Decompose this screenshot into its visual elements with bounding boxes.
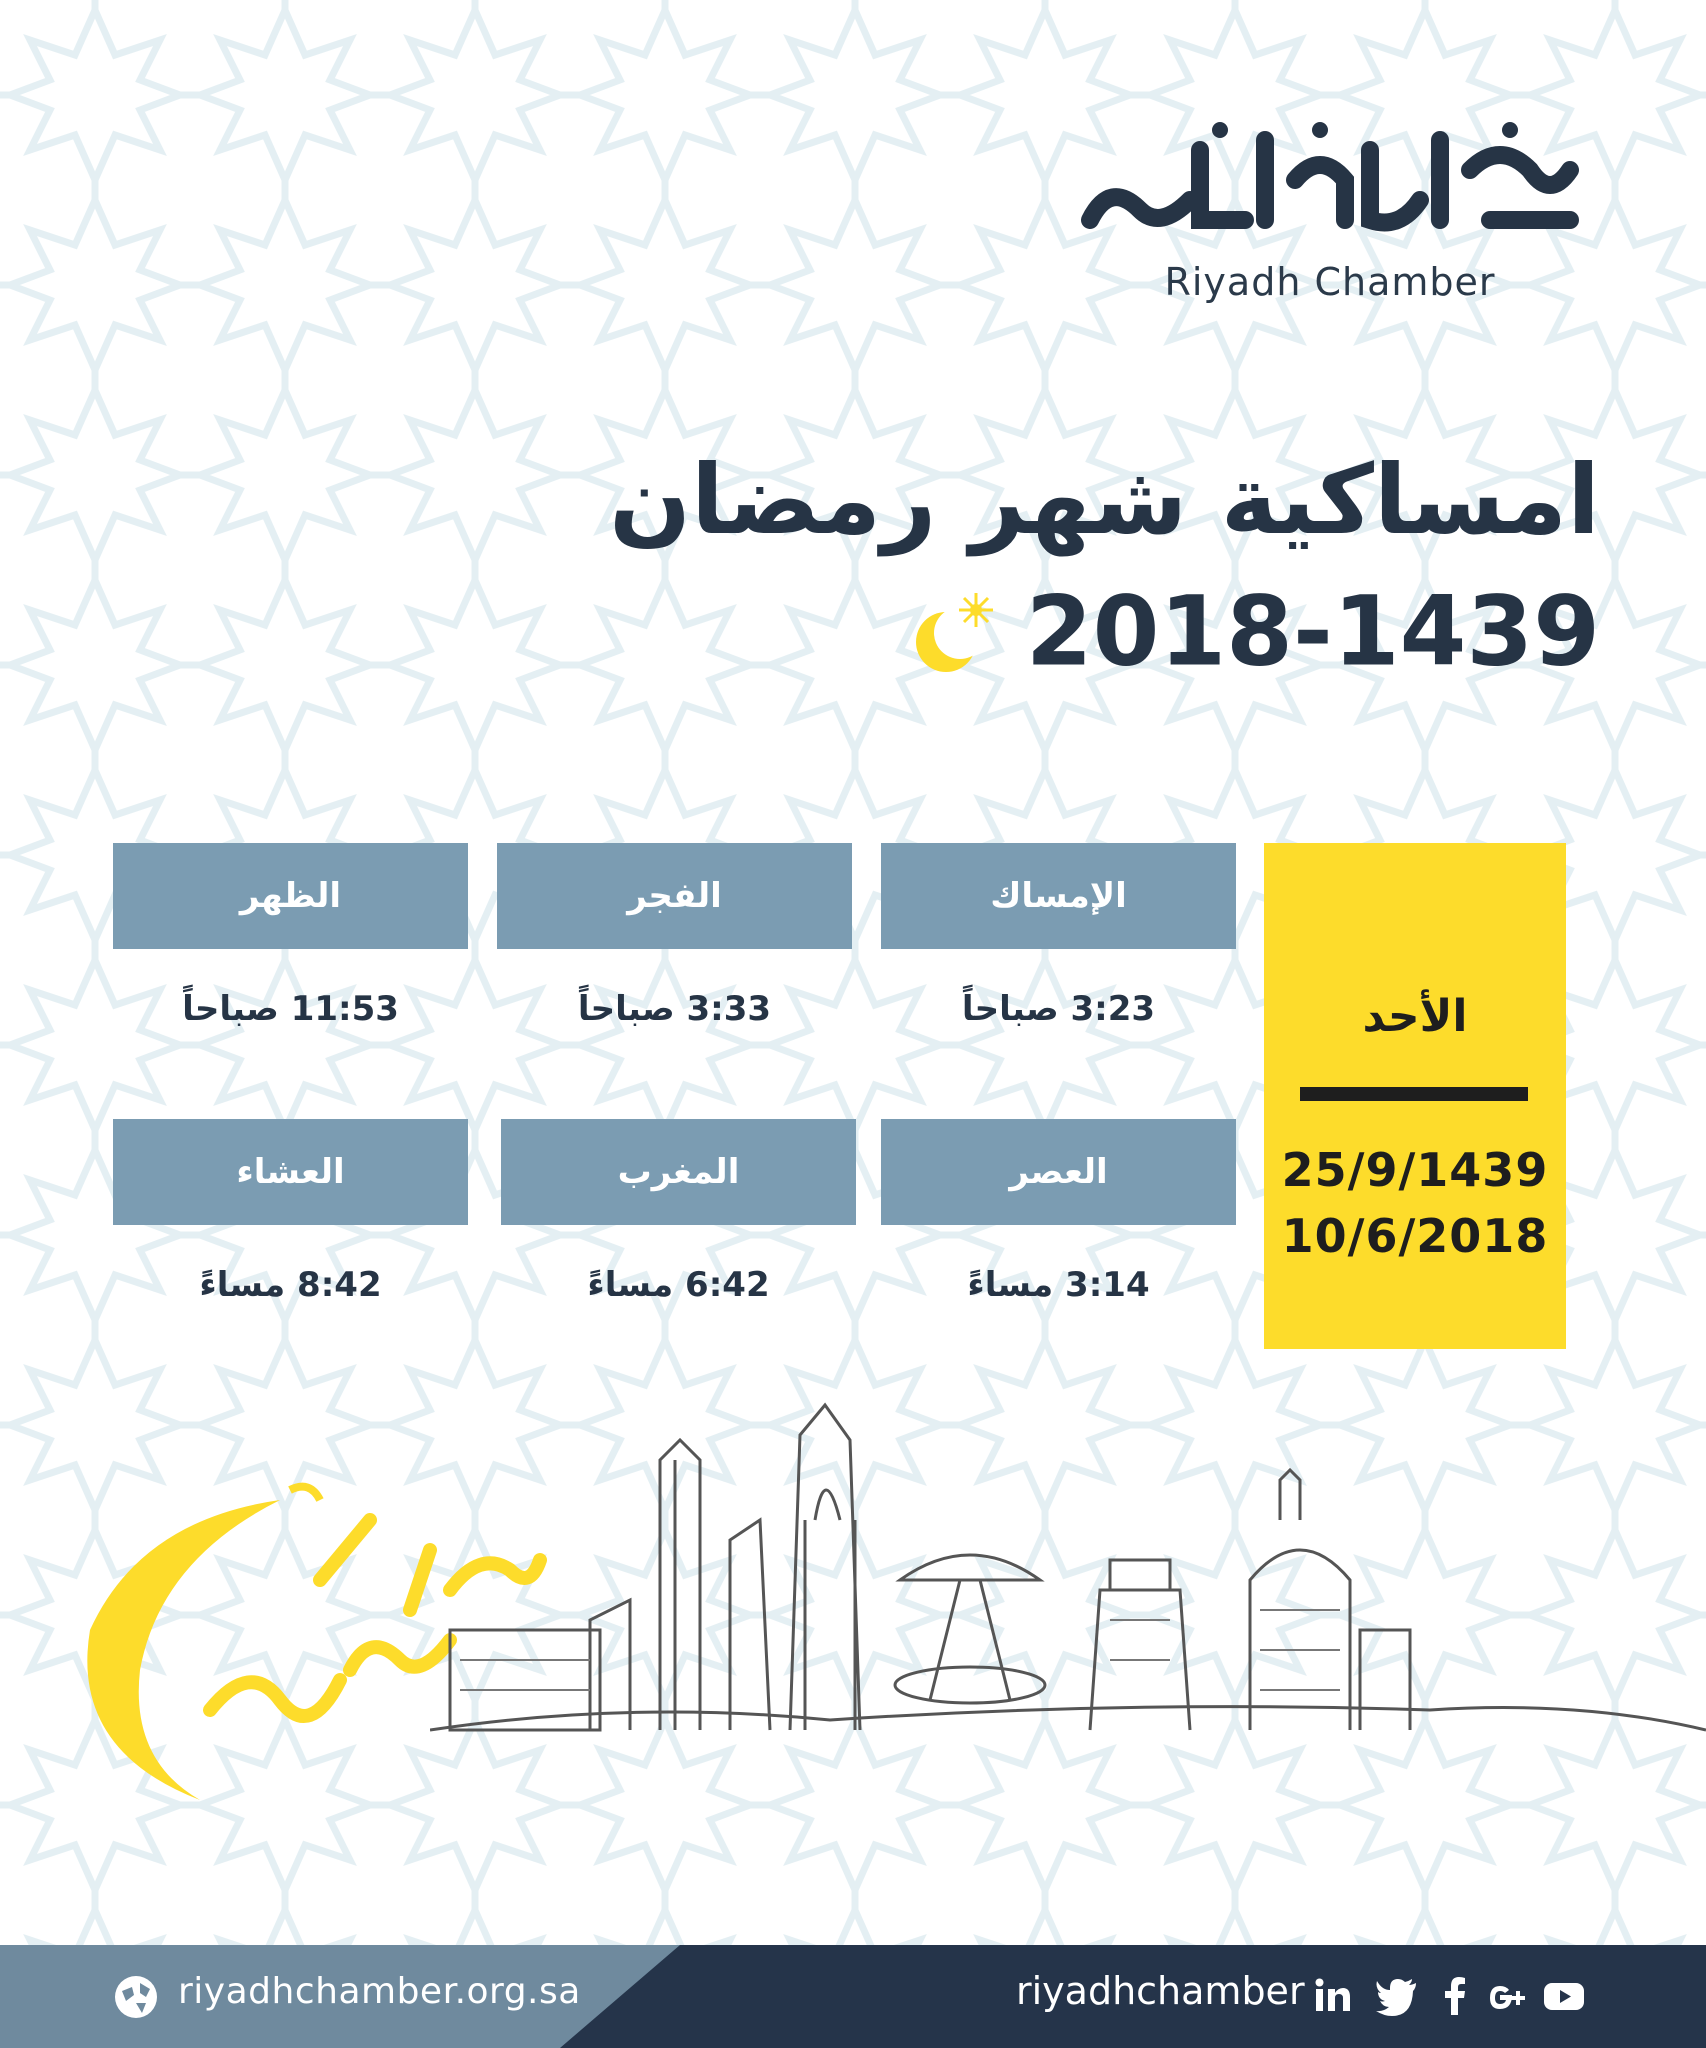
- prayer-imsak: [881, 843, 1236, 1029]
- prayer-label: الإمساك: [881, 843, 1236, 949]
- footer: [0, 1945, 1706, 2048]
- prayer-time: 3:23 صباحاً: [961, 989, 1156, 1029]
- website-link[interactable]: riyadhchamber.org.sa: [178, 1971, 581, 2012]
- prayer-time: 3:33 صباحاً: [577, 989, 772, 1029]
- day-divider: [1300, 1087, 1528, 1101]
- title-line-2: [560, 565, 1600, 692]
- riyadh-chamber-logo: [1060, 110, 1600, 330]
- hijri-date: 25/9/1439: [1281, 1143, 1549, 1197]
- day-card: [1264, 843, 1566, 1349]
- social-handle[interactable]: riyadhchamber: [1016, 1969, 1305, 2013]
- logo-wordmark-icon: [1070, 110, 1590, 250]
- prayer-time: 6:42 مساءً: [587, 1265, 770, 1305]
- facebook-icon[interactable]: [1432, 1973, 1478, 2019]
- prayer-time: 3:14 مساءً: [967, 1265, 1150, 1305]
- logo-name: Riyadh Chamber: [1164, 260, 1496, 304]
- prayer-time: 8:42 مساءً: [199, 1265, 382, 1305]
- prayer-label: الظهر: [113, 843, 468, 949]
- prayer-dhuhr: [113, 843, 468, 1029]
- prayer-time: 11:53 صباحاً: [182, 989, 399, 1029]
- prayer-label: الفجر: [497, 843, 852, 949]
- globe-icon: [112, 1973, 160, 2021]
- prayer-isha: [113, 1119, 468, 1305]
- prayer-asr: [881, 1119, 1236, 1305]
- linkedin-icon[interactable]: [1310, 1973, 1356, 2019]
- prayer-label: العصر: [881, 1119, 1236, 1225]
- youtube-icon[interactable]: [1541, 1973, 1587, 2019]
- google-plus-icon[interactable]: [1484, 1973, 1530, 2019]
- riyadh-skyline-illustration: [430, 1400, 1706, 1780]
- prayer-label: العشاء: [113, 1119, 468, 1225]
- title-line-1: امساكية شهر رمضان: [609, 444, 1600, 556]
- prayer-label: المغرب: [501, 1119, 856, 1225]
- title-year: 2018-1439: [1025, 575, 1600, 688]
- day-name: الأحد: [1362, 991, 1468, 1042]
- page-title: [560, 440, 1600, 692]
- gregorian-date: 10/6/2018: [1281, 1209, 1549, 1263]
- prayer-maghrib: [501, 1119, 856, 1305]
- prayer-fajr: [497, 843, 852, 1029]
- crescent-sun-icon: [908, 587, 998, 677]
- twitter-icon[interactable]: [1374, 1973, 1420, 2019]
